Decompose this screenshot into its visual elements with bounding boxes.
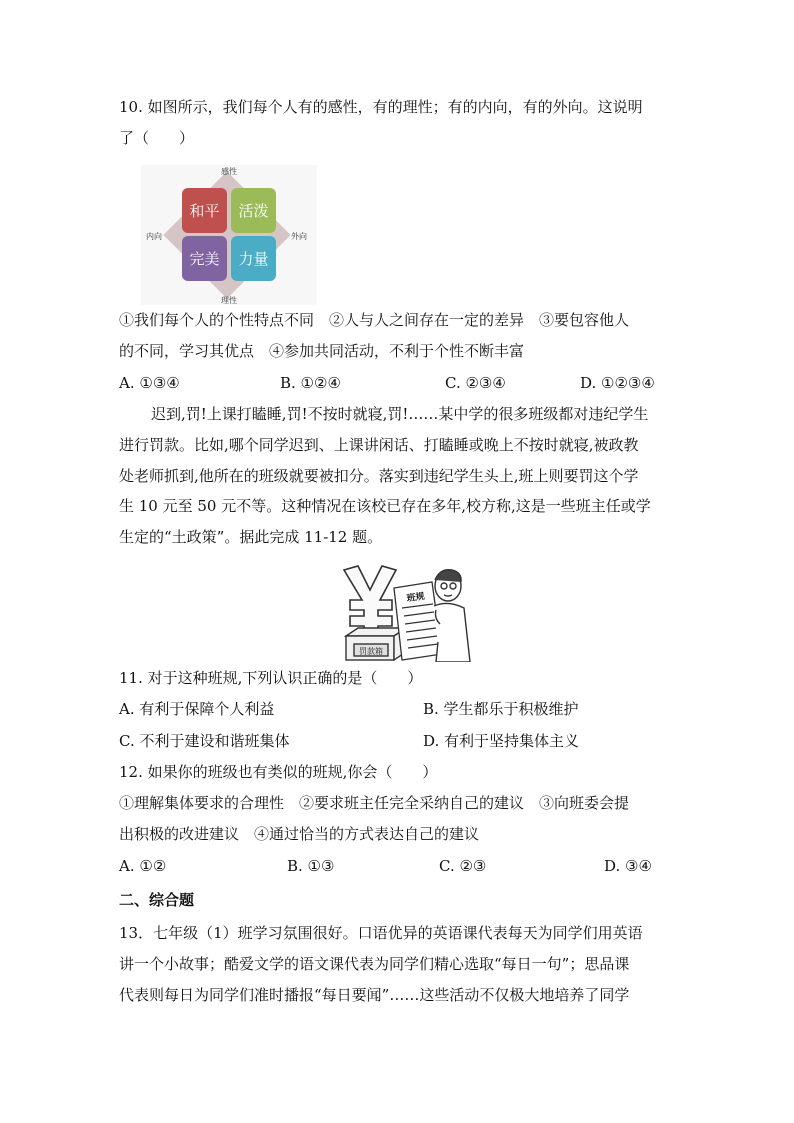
q11-option-b[interactable]: B. 学生都乐于积极维护: [423, 700, 579, 718]
quadrant-peace: 和平: [182, 188, 227, 233]
q11-option-d[interactable]: D. 有利于坚持集体主义: [423, 732, 580, 750]
rules-scroll-label: 班规: [406, 591, 426, 605]
q13-line3: 代表则每日为同学们准时播报“每日要闻”……这些活动不仅极大地培养了同学: [119, 986, 630, 1004]
passage-line3: 处老师抓到,他所在的班级就要被扣分。落实到违纪学生头上,班上则要罚这个学: [119, 467, 639, 485]
section-title: 二、综合题: [119, 891, 195, 909]
passage-line5: 生定的“土政策”。据此完成 11-12 题。: [119, 528, 383, 546]
q11-stem: 11. 对于这种班规,下列认识正确的是（ ）: [119, 669, 423, 687]
q12-option-d[interactable]: D. ③④: [604, 857, 652, 875]
q12-option-a[interactable]: A. ①②: [119, 857, 167, 875]
q10-statements-line2: 的不同，学习其优点 ④参加共同活动，不利于个性不断丰富: [119, 342, 525, 360]
diagram-label-top: 感性: [221, 167, 237, 176]
q10-option-c[interactable]: C. ②③④: [445, 374, 506, 392]
passage-line1: 迟到,罚!上课打瞌睡,罚!不按时就寝,罚!……某中学的很多班级都对违纪学生: [151, 405, 649, 423]
passage-line4: 生 10 元至 50 元不等。这种情况在该校已存在多年,校方称,这是一些班主任或学: [119, 497, 651, 515]
quadrant-lively: 活泼: [231, 188, 276, 233]
personality-diagram: [141, 165, 317, 305]
man-figure-icon: [434, 570, 470, 662]
diagram-label-bottom: 理性: [221, 296, 237, 305]
quadrant-perfect: 完美: [182, 236, 227, 281]
q10-option-b[interactable]: B. ①②④: [280, 374, 341, 392]
q12-stem: 12. 如果你的班级也有类似的班规,你会（ ）: [119, 763, 438, 781]
q10-option-d[interactable]: D. ①②③④: [580, 374, 655, 392]
q11-option-c[interactable]: C. 不利于建设和谐班集体: [119, 732, 290, 750]
q10-stem-line1: 10. 如图所示，我们每个人有的感性，有的理性；有的内向，有的外向。这说明: [119, 98, 643, 116]
q12-statements-line2: 出积极的改进建议 ④通过恰当的方式表达自己的建议: [119, 825, 480, 843]
q13-line1: 13．七年级（1）班学习氛围很好。口语优异的英语课代表每天为同学们用英语: [119, 924, 643, 942]
q10-statements-line1: ①我们每个人的个性特点不同 ②人与人之间存在一定的差异 ③要包容他人: [119, 311, 630, 329]
q11-option-a[interactable]: A. 有利于保障个人利益: [119, 700, 275, 718]
passage-line2: 进行罚款。比如,哪个同学迟到、上课讲闲话、打瞌睡或晚上不按时就寝,被政教: [119, 436, 639, 454]
q10-option-a[interactable]: A. ①③④: [119, 374, 180, 392]
q10-stem-line2: 了（ ）: [119, 129, 195, 147]
fine-box-cartoon: [336, 562, 476, 662]
q12-option-c[interactable]: C. ②③: [439, 857, 487, 875]
q12-statements-line1: ①理解集体要求的合理性 ②要求班主任完全采纳自己的建议 ③向班委会提: [119, 794, 630, 812]
q13-line2: 讲一个小故事；酷爱文学的语文课代表为同学们精心选取“每日一句”；思品课: [119, 955, 630, 973]
q12-option-b[interactable]: B. ①③: [287, 857, 335, 875]
fine-box-label: 罚款箱: [359, 647, 383, 656]
quadrant-power: 力量: [231, 236, 276, 281]
diagram-label-left: 内向: [146, 232, 162, 241]
diagram-label-right: 外向: [291, 232, 307, 241]
